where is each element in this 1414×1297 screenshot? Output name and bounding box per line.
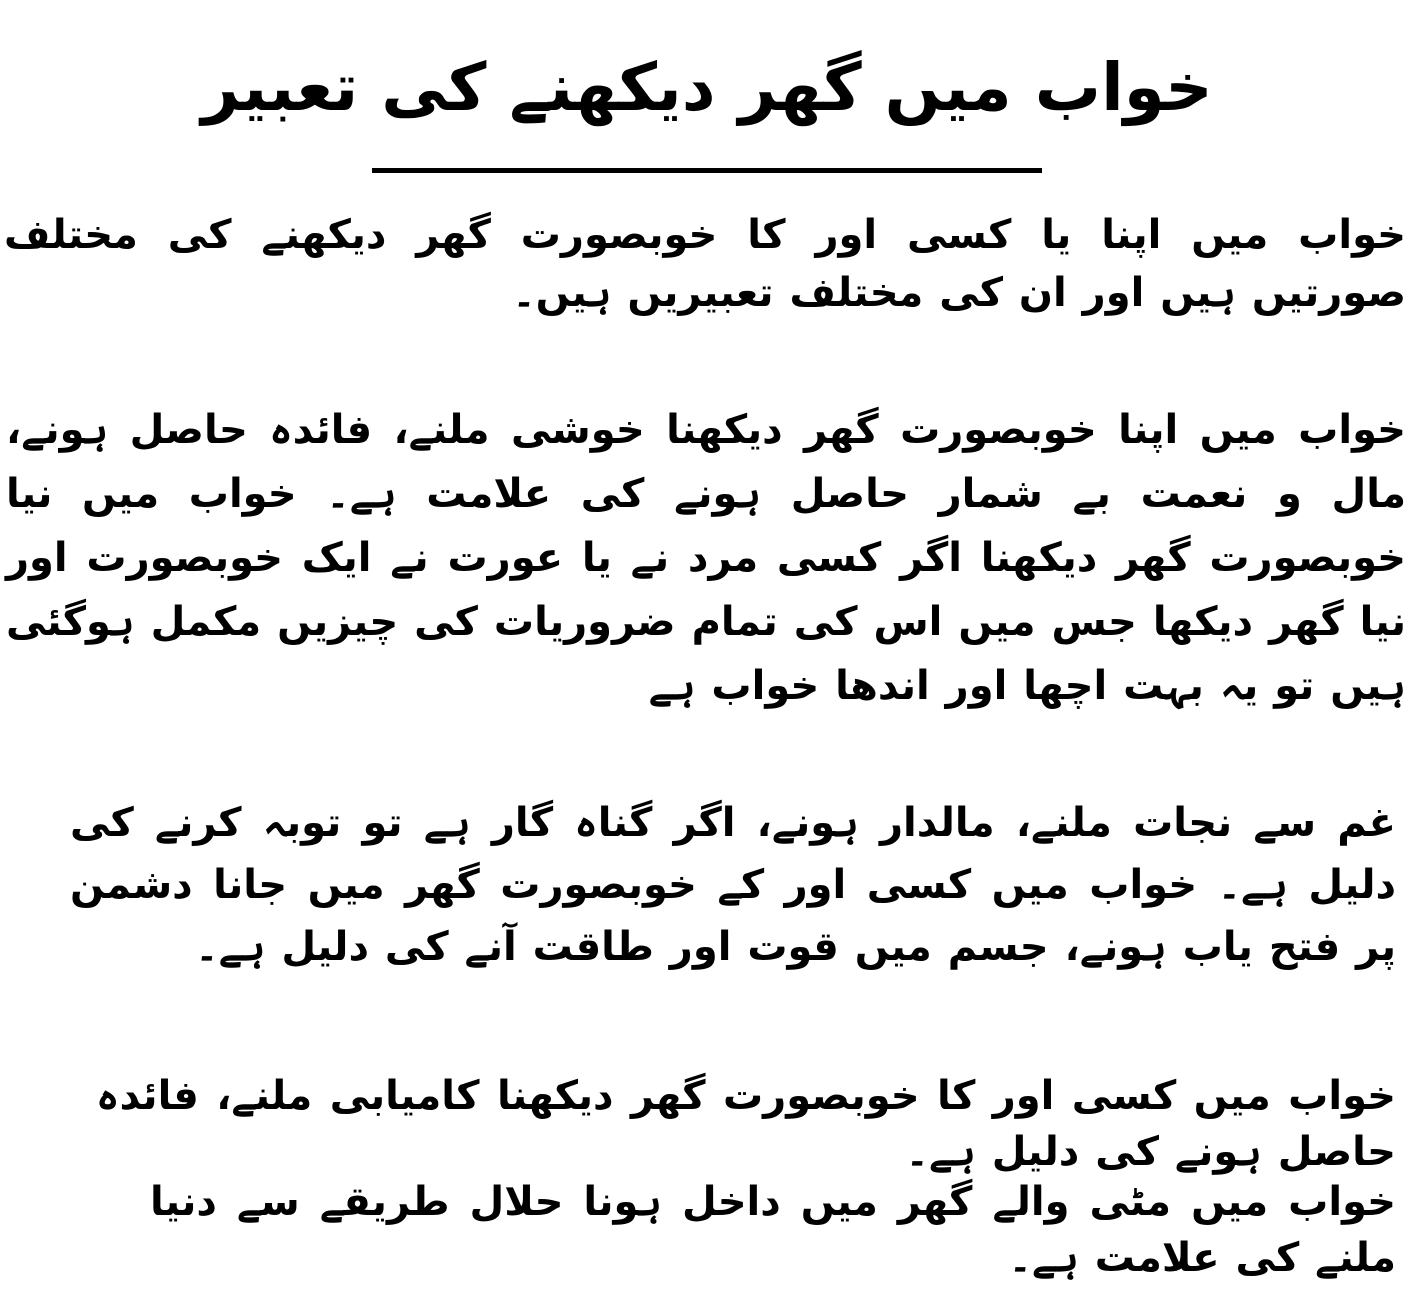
paragraph-seeing-others-house: خواب میں کسی اور کا خوبصورت گھر دیکھنا کامیابی ملنے، فائدہ حاصل ہونے کی دلیل ہے۔ [96,1073,1396,1175]
paragraph-clay-house: خواب میں مٹی والے گھر میں داخل ہونا حلال طریقے سے دنیا ملنے کی علامت ہے۔ [150,1179,1396,1281]
page-title: خواب میں گھر دیکھنے کی تعبیر [201,49,1213,126]
paragraph-own-house: خواب میں اپنا خوبصورت گھر دیکھنا خوشی ملنے، فائدہ حاصل ہونے، مال و نعمت بے شمار حاصل ہونے کی علامت ہے۔ خواب میں نیا خوبصورت گھر دیکھنا اگر کسی مرد نے یا عورت نے ایک خوبصورت اور نیا گھر دیکھا جس میں اس کی تمام ضروریات کی چیزیں مکمل ہوگئی ہیں تو یہ بہت اچھا اور اندھا خواب ہے [6,407,1406,709]
paragraph-others-house: غم سے نجات ملنے، مالدار ہونے، اگر گناہ گار ہے تو توبہ کرنے کی دلیل ہے۔ خواب میں کسی اور کے خوبصورت گھر میں جانا دشمن پر فتح یاب ہونے، جسم میں قوت اور طاقت آنے کی دلیل ہے۔ [70,800,1396,970]
title-underline [372,168,1042,173]
paragraph-intro: خواب میں اپنا یا کسی اور کا خوبصورت گھر دیکھنے کی مختلف صورتیں ہیں اور ان کی مختلف تعبیریں ہیں۔ [4,212,1406,316]
